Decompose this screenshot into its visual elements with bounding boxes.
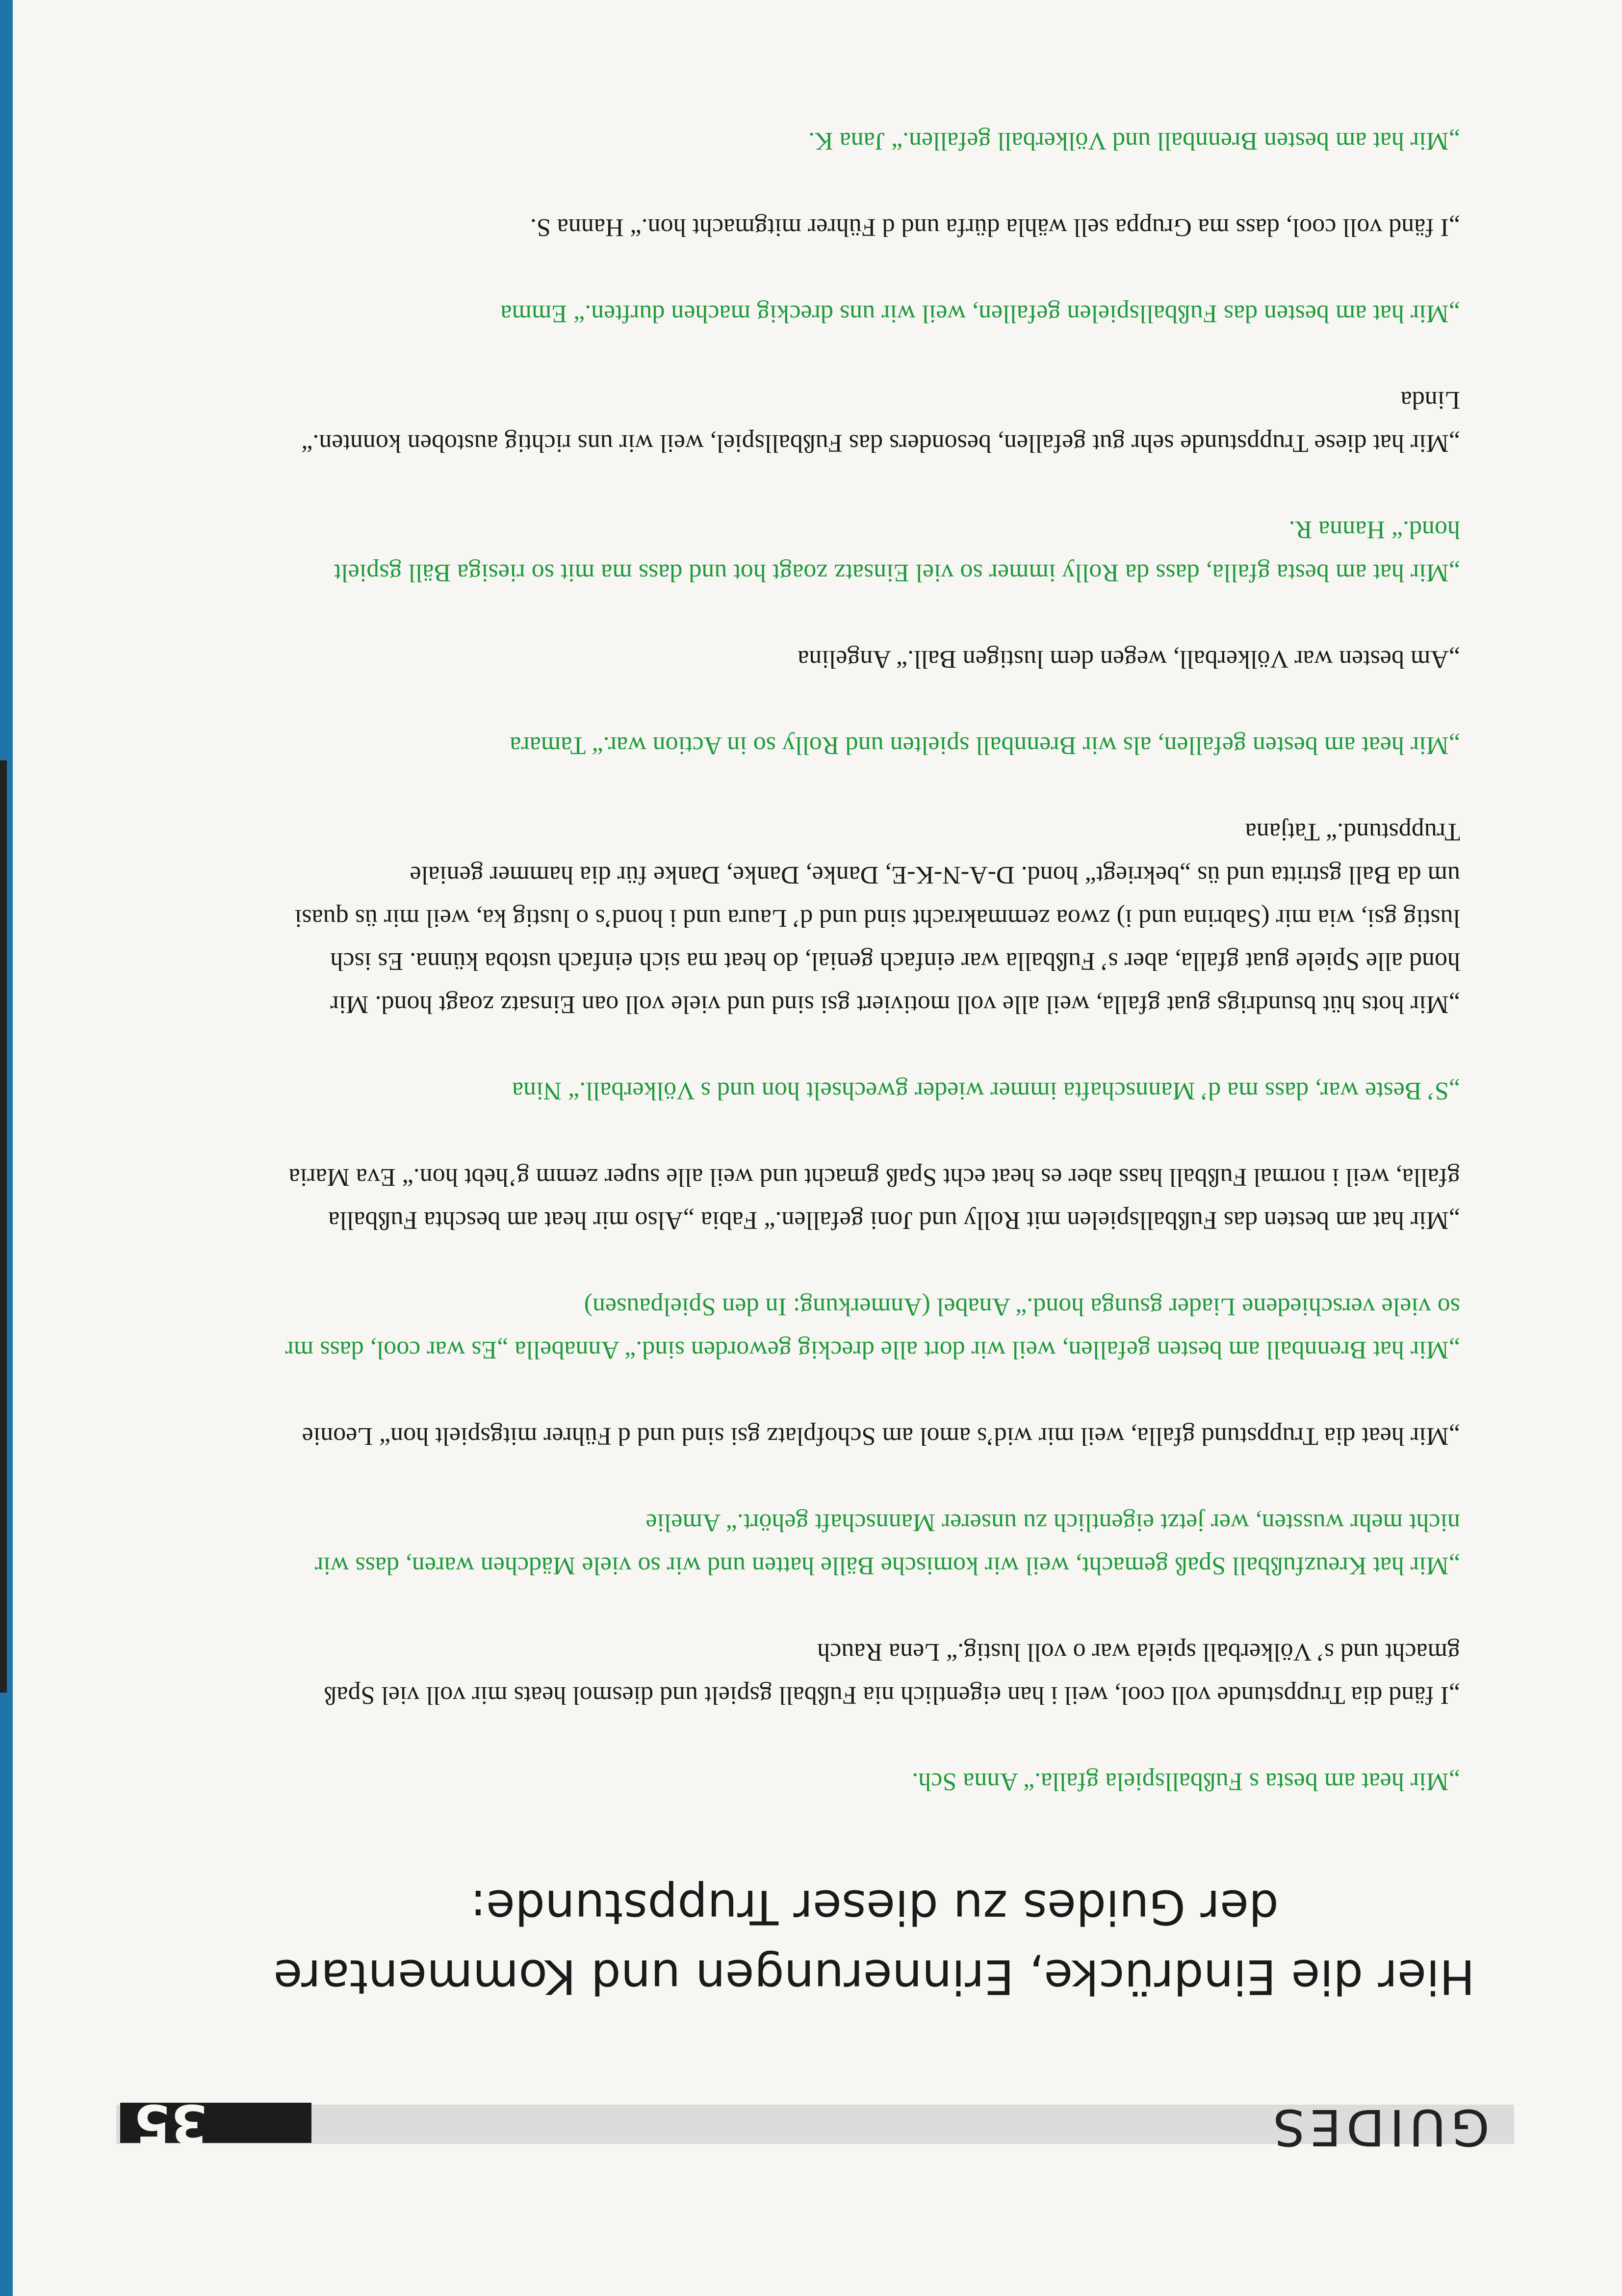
comment: „Mir hat am besta gfalla, dass da Rolly immer so viel Einsatz zoagt hot und dass ma mit so riesiga Bäll gspielt hond.“ Hanna R. bbox=[334, 516, 1460, 587]
comment: „Mir hat am besten das Fußballspielen gefallen, weil wir uns dreckig machen durften.“ Emma bbox=[500, 300, 1460, 328]
comment: „Mir hat Brennball am besten gefallen, weil wir dort alle dreckig geworden sind.“ Annabella „Es war cool, dass mr so viele verschiedene Liader gsunga hond.“ Anabel (Anmerkung: In den Spielpausen) bbox=[285, 1293, 1460, 1364]
page-title-line-1: Hier die Eindrücke, Erinnerungen und Kommentare bbox=[273, 1949, 1475, 2004]
comment: „Mir heat am besta s Fußballspiela gfalla.“ Anna Sch. bbox=[912, 1768, 1460, 1796]
comment: „Mir hat diese Truppstunde sehr gut gefallen, besonders das Fußballspiel, weil wir uns richtig austoben konnten.“ Linda bbox=[301, 386, 1460, 457]
page-title bbox=[151, 1872, 1475, 2011]
comment: „Mir hat am besten Brennball und Völkerball gefallen.“ Jana K. bbox=[808, 127, 1460, 155]
comment: „Mir hat Kreuzfußball Spaß gemacht, weil wir komische Bälle hatten und wir so viele Mädchen waren, dass wir nicht mehr wussten, wer jetzt eigentlich zu unserer Mannschaft gehört.“ Amelie bbox=[315, 1509, 1460, 1580]
comment: „Am besten war Völkerball, wegen dem lustigen Ball.“ Angelina bbox=[798, 645, 1460, 673]
comment: „Mir hots hüt bsundrigs guat gfalla, weil alle voll motiviert gsi sind und viele voll oan Einsatz zoagt hond. Mir hond alle Spiele guat gfalla, aber s’ Fußballa war einfach genial, do heat ma sich einfach ustoba künna. Es isch lustig gsi, wia mir (Sabrina und i) zwoa zemmakracht sind und d’ Laura und i hond’s o lustig ka, weil mir üs quasi um da Ball gstritta und üs „bekriegt“ hond. D-A-N-K-E, Danke, Danke, Danke für dia hammer geniale Truppstund.“ Tatjana bbox=[294, 818, 1460, 1018]
page-title-line-2: der Guides zu dieser Truppstunde: bbox=[470, 1879, 1279, 1934]
page-number-badge bbox=[120, 2092, 311, 2154]
comment: „Mir heat am besten gefallen, als wir Brennball spielten und Rolly so in Action war.“ Tamara bbox=[510, 731, 1460, 759]
comment: „I fänd voll cool, dass ma Gruppa sell wähla dürfa und d Führer mitgmacht hon.“ Hanna S. bbox=[530, 213, 1460, 241]
comment: „Mir hat am besten das Fußballspielen mit Rolly und Joni gefallen.“ Fabia „Also mir heat am beschta Fußballa gfalla, weil i normal Fußball hass aber es heat echt Spaß gmacht und weil alle super zemm g’hebt hon.“ Eva Maria bbox=[288, 1163, 1460, 1234]
section-label: GUIDES bbox=[1268, 2098, 1490, 2156]
comment: „I fänd dia Truppstunde voll cool, weil i han eigentlich nia Fußball gspielt und diesmol heats mir voll viel Spaß gmacht und s’ Völkerball spiela war o voll lustig.“ Lena Rauch bbox=[324, 1638, 1460, 1709]
spine-shadow bbox=[0, 760, 7, 1693]
comments-list bbox=[283, 76, 1460, 1803]
comment: „S’ Beste war, dass ma d’ Mannschafta immer wieder gwechselt hon und s Völkerball.“ Nina bbox=[512, 1077, 1460, 1105]
comment: „Mir heat dia Truppstund gfalla, weil mir wid’s amol am Schofplatz gsi sind und d Führer mitgspielt hon“ Leonie bbox=[302, 1422, 1460, 1450]
page-number: 35 bbox=[134, 2092, 208, 2154]
